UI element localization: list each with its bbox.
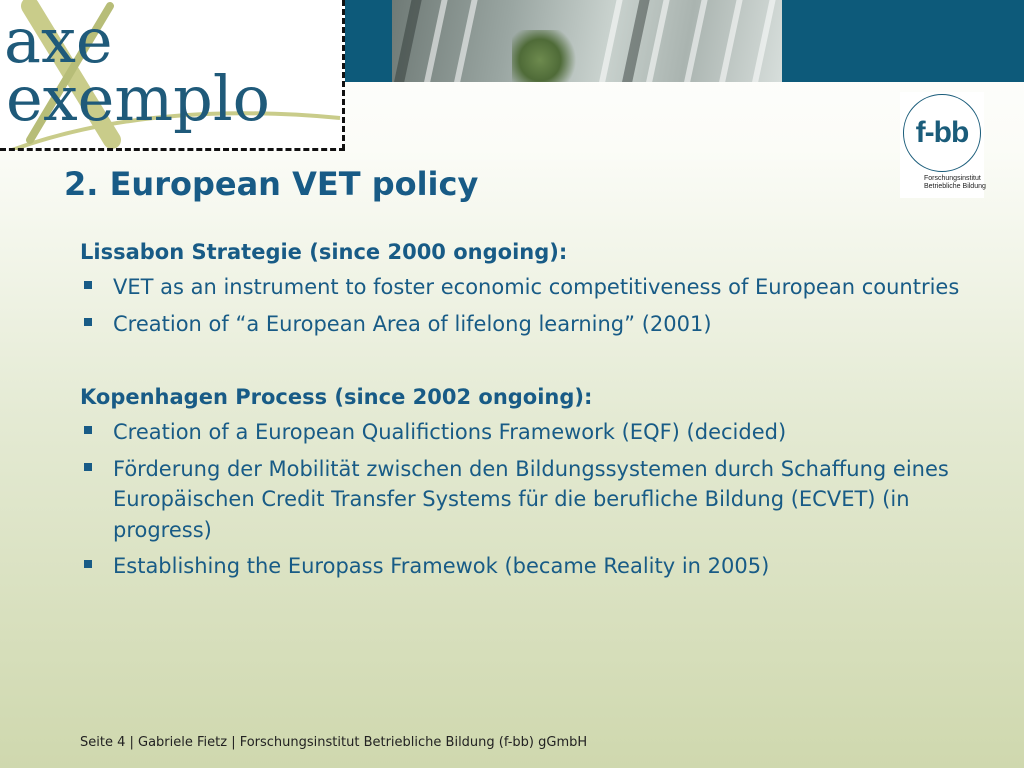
- bullet-square-icon: [84, 560, 92, 568]
- bullet-square-icon: [84, 318, 92, 326]
- bullet-item: [80, 454, 980, 546]
- fbb-logo-sub-2: Betriebliche Bildung: [924, 183, 986, 190]
- section-heading: Kopenhagen Process (since 2002 ongoing):: [80, 385, 593, 409]
- axe-exemplo-logo-mark: [0, 0, 344, 150]
- logo-line-2: exemplo: [6, 62, 270, 135]
- bullet-item: [80, 272, 980, 303]
- bullet-text: Creation of a European Qualifictions Framework (EQF) (decided): [113, 420, 787, 444]
- header-photo: [392, 0, 782, 82]
- bullet-list: [80, 272, 980, 339]
- bullet-square-icon: [84, 463, 92, 471]
- fbb-logo-circle: [903, 94, 981, 172]
- bullet-list: [80, 417, 980, 582]
- bullet-text: Creation of “a European Area of lifelong learning” (2001): [113, 311, 712, 336]
- fbb-logo-mark: f-bb: [915, 116, 969, 149]
- axe-exemplo-logo: [0, 0, 344, 150]
- page-title: 2. European VET policy: [64, 165, 479, 203]
- fbb-logo-subtitle: [924, 175, 986, 191]
- bullet-square-icon: [84, 281, 92, 289]
- bullet-item: [80, 309, 980, 340]
- section-kopenhagen: [80, 381, 980, 582]
- bullet-text: VET as an instrument to foster economic competitiveness of European countries: [113, 275, 960, 299]
- logo-border-right: [342, 0, 345, 150]
- bullet-item: [80, 551, 980, 582]
- logo-border-bottom: [0, 148, 345, 151]
- logo-line-1: axe: [4, 4, 113, 77]
- slide-content: [80, 236, 980, 588]
- fbb-logo: [900, 92, 984, 198]
- section-lissabon: [80, 236, 980, 339]
- bullet-text: Förderung der Mobilität zwischen den Bildungssystemen durch Schaffung eines Europäischen Credit Transfer Systems für die berufliche Bildung (ECVET) (in progress): [113, 456, 949, 542]
- bullet-text: Establishing the Europass Framewok (became Reality in 2005): [113, 554, 770, 578]
- footer-text: Seite 4 | Gabriele Fietz | Forschungsinstitut Betriebliche Bildung (f-bb) gGmbH: [80, 735, 588, 750]
- section-heading: Lissabon Strategie (since 2000 ongoing):: [80, 240, 568, 264]
- bullet-item: [80, 417, 980, 448]
- fbb-logo-sub-1: Forschungsinstitut: [924, 175, 981, 182]
- bullet-square-icon: [84, 426, 92, 434]
